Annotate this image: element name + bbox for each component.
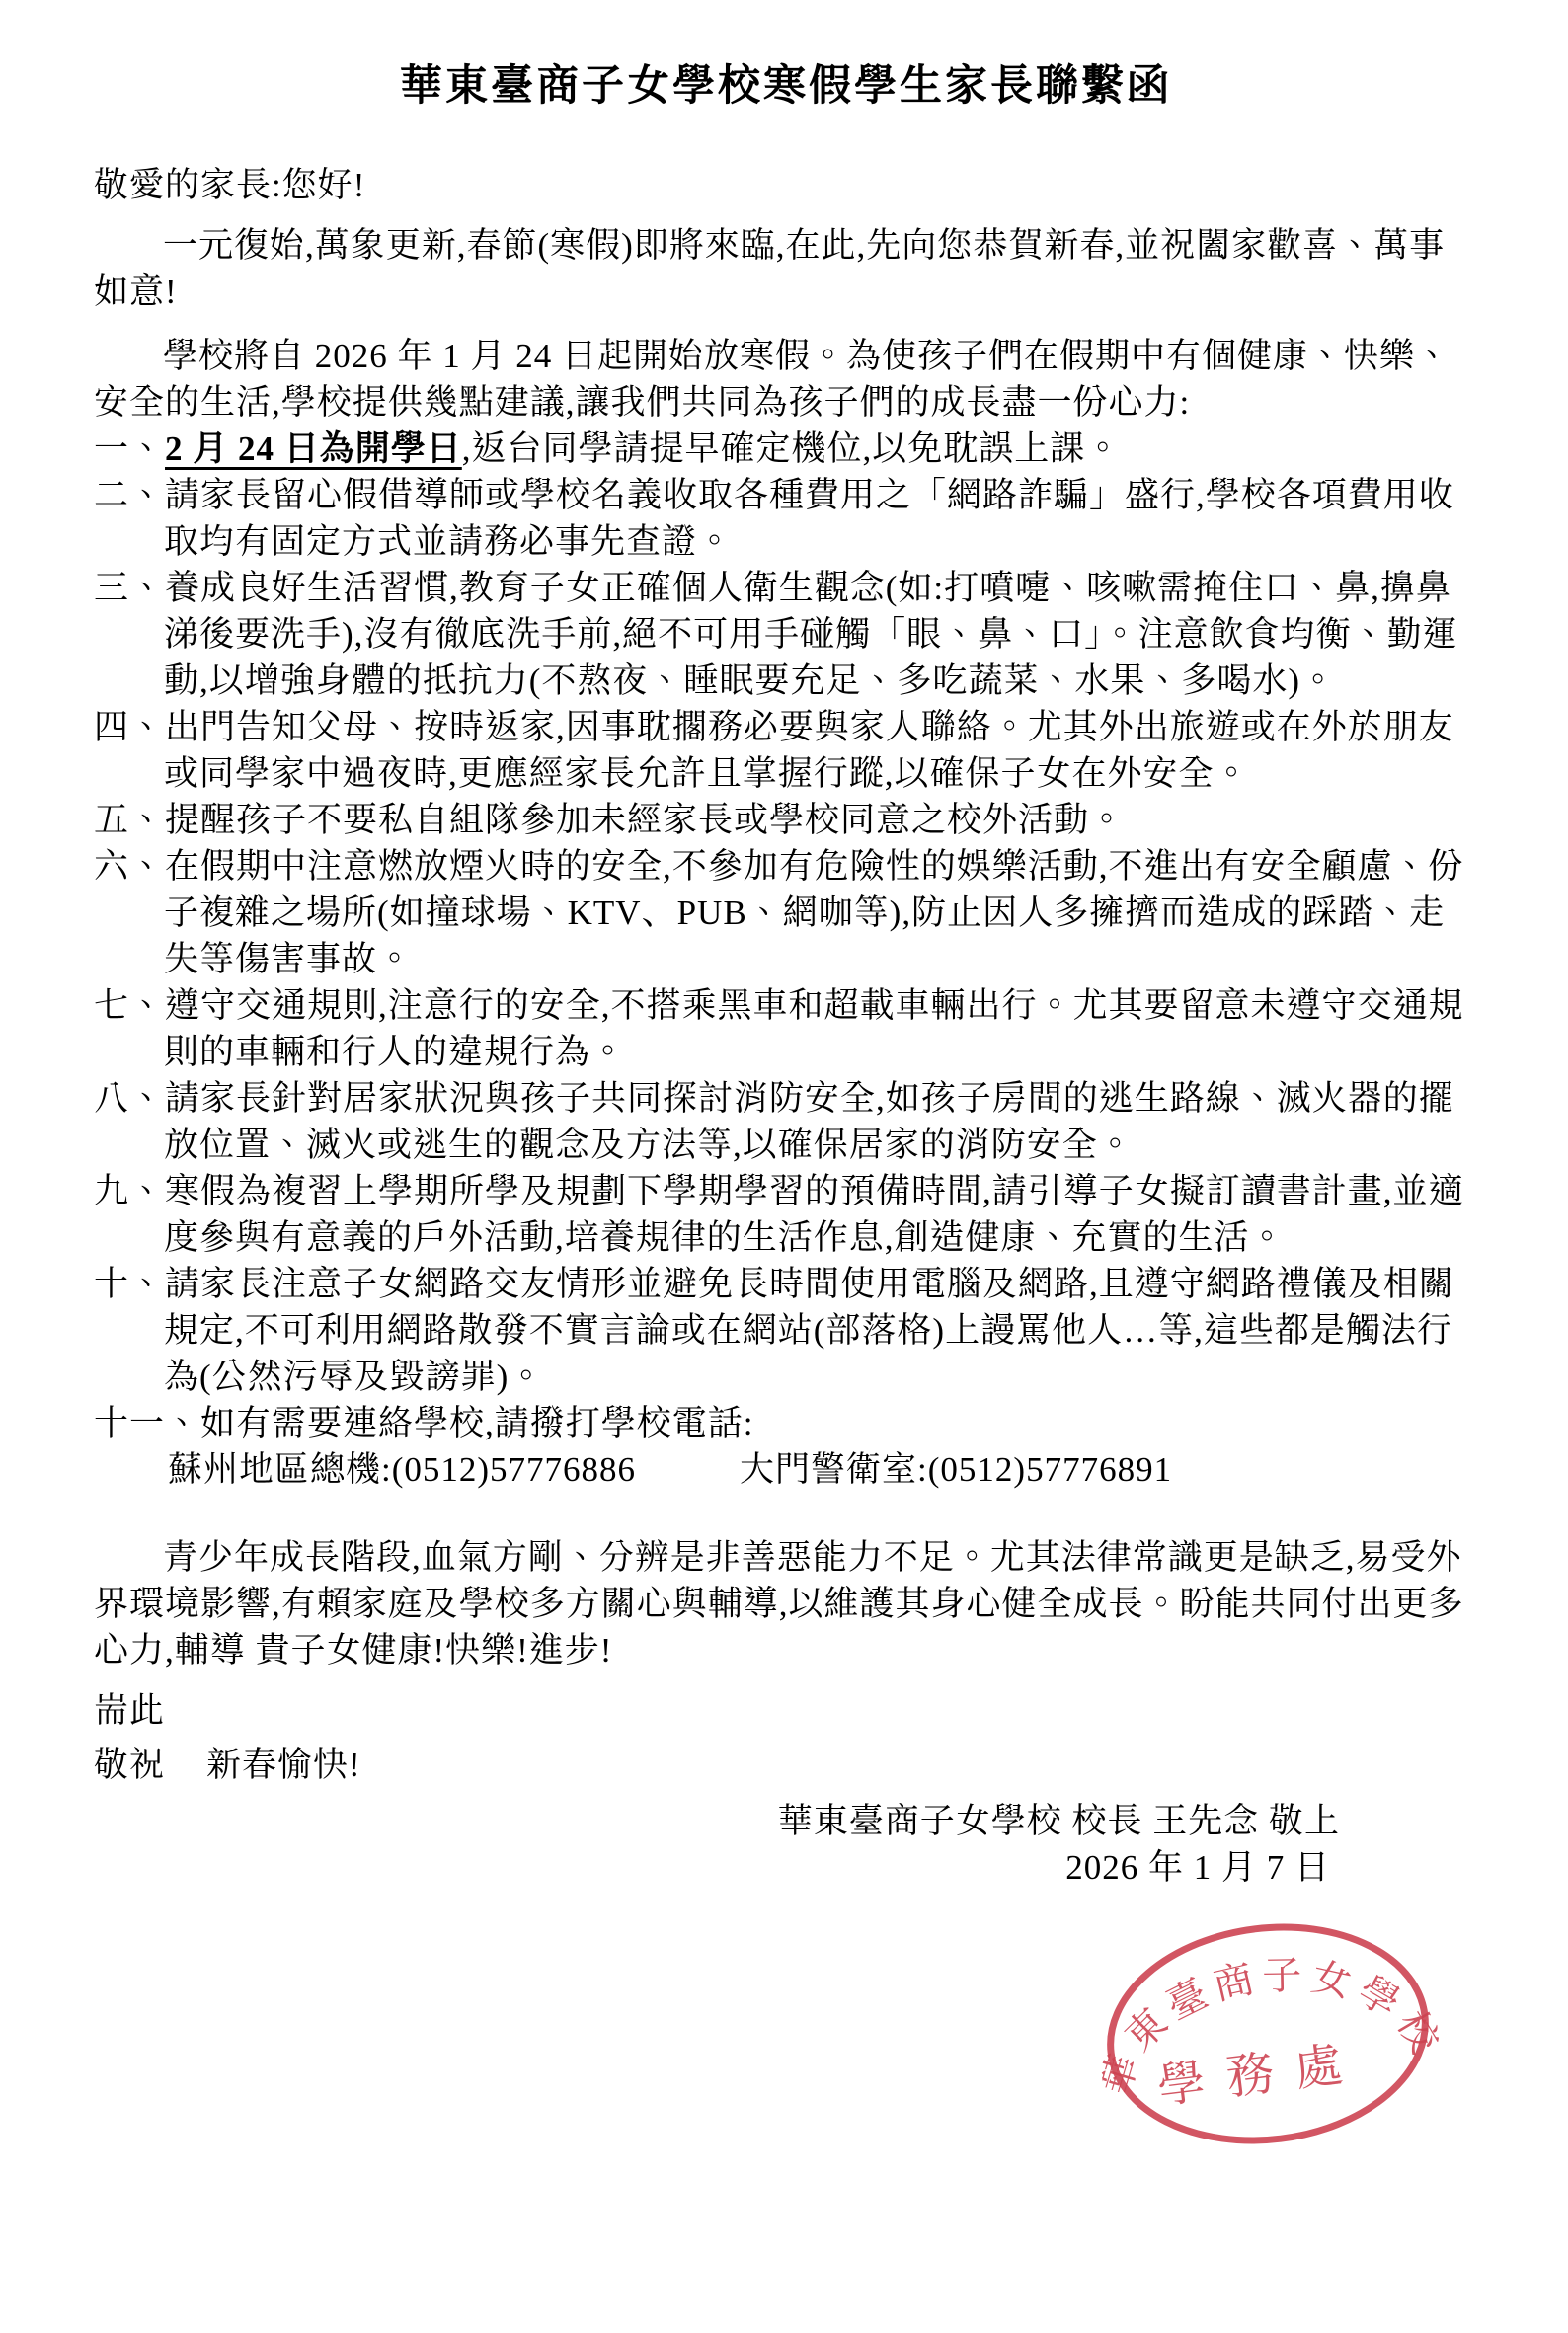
signature-line: 華東臺商子女學校 校長 王先念 敬上 <box>777 1802 1340 1840</box>
item-text: 寒假為複習上學期所學及規劃下學期學習的預備時間,請引導子女擬訂讀書計畫,並適度參與有意義的戶外活動,培養規律的生活作息,創造健康、充實的生活。 <box>164 1172 1464 1257</box>
item-number: 十一、 <box>94 1404 201 1442</box>
list-item <box>94 565 1478 704</box>
list-item <box>94 472 1478 565</box>
phone-gate: 大門警衛室:(0512)57776891 <box>740 1450 1173 1489</box>
list-item <box>94 1075 1478 1168</box>
stamp-center-text: 學務處 <box>1154 2036 1368 2114</box>
item-text: 請家長針對居家狀況與孩子共同探討消防安全,如孩子房間的逃生路線、滅火器的擺放位置、滅火或逃生的觀念及方法等,以確保居家的消防安全。 <box>164 1079 1454 1164</box>
item-text: 養成良好生活習慣,教育子女正確個人衛生觀念(如:打噴嚏、咳嗽需掩住口、鼻,擤鼻涕後要洗手),沒有徹底洗手前,絕不可用手碰觸「眼、鼻、口」。注意飲食均衡、勤運動,以增強身體的抵抗力(不熬夜、睡眠要充足、多吃蔬菜、水果、多喝水)。 <box>164 569 1458 700</box>
intro-paragraph-1: 一元復始,萬象更新,春節(寒假)即將來臨,在此,先向您恭賀新春,並祝闔家歡喜、萬事如意! <box>94 226 1446 311</box>
closing-word: 耑此 <box>94 1691 166 1730</box>
closing-paragraph: 青少年成長階段,血氣方剛、分辨是非善惡能力不足。尤其法律常識更是缺乏,易受外界環境影響,有賴家庭及學校多方關心與輔導,以維護其身心健全成長。盼能共同付出更多心力,輔導 貴子女健康!快樂!進步! <box>94 1538 1464 1670</box>
stamp-arc-text: 華東臺商子女學校 <box>1092 1953 1451 2101</box>
item-number: 四、 <box>94 708 166 746</box>
letter-body <box>94 57 1478 1891</box>
phone-numbers-line <box>168 1446 1478 1493</box>
list-item <box>94 426 1478 472</box>
list-item <box>94 704 1478 797</box>
item-text: 出門告知父母、按時返家,因事耽擱務必要與家人聯絡。尤其外出旅遊或在外於朋友或同學家中過夜時,更應經家長允許且掌握行蹤,以確保子女在外安全。 <box>164 708 1454 793</box>
page-title: 華東臺商子女學校寒假學生家長聯繫函 <box>400 63 1172 110</box>
intro-paragraph-2: 學校將自 2026 年 1 月 24 日起開始放寒假。為使孩子們在假期中有個健康、快樂、安全的生活,學校提供幾點建議,讓我們共同為孩子們的成長盡一份心力: <box>94 337 1451 422</box>
closing-wish: 新春愉快! <box>206 1746 361 1784</box>
salutation: 敬愛的家長:您好! <box>94 166 366 204</box>
school-stamp <box>1084 1894 1450 2174</box>
phone-switchboard: 蘇州地區總機:(0512)57776886 <box>168 1450 637 1489</box>
item-text: ,返台同學請提早確定機位,以免耽誤上課。 <box>461 429 1122 468</box>
item-text: 提醒孩子不要私自組隊參加未經家長或學校同意之校外活動。 <box>165 801 1126 839</box>
school-opening-date-highlight: 2 月 24 日為開學日 <box>165 429 462 468</box>
item-number: 一、 <box>94 429 166 468</box>
closing-wish-line <box>94 1742 1478 1788</box>
item-number: 三、 <box>94 569 166 607</box>
item-text: 請家長留心假借導師或學校名義收取各種費用之「網路詐騙」盛行,學校各項費用收取均有固定方式並請務必事先查證。 <box>164 476 1454 561</box>
item-text: 遵守交通規則,注意行的安全,不搭乘黑車和超載車輛出行。尤其要留意未遵守交通規則的車輛和行人的違規行為。 <box>164 986 1464 1071</box>
item-text: 在假期中注意燃放煙火時的安全,不參加有危險性的娛樂活動,不進出有安全顧慮、份子複雜之場所(如撞球場、KTV、PUB、網咖等),防止因人多擁擠而造成的踩踏、走失等傷害事故。 <box>164 847 1464 978</box>
advice-list <box>94 426 1478 1493</box>
item-text: 如有需要連絡學校,請撥打學校電話: <box>200 1404 754 1442</box>
list-item <box>94 1261 1478 1400</box>
date-line: 2026 年 1 月 7 日 <box>1065 1848 1330 1887</box>
item-text: 請家長注意子女網路交友情形並避免長時間使用電腦及網路,且遵守網路禮儀及相關規定,不可利用網路散發不實言論或在網站(部落格)上謾罵他人…等,這些都是觸法行為(公然污辱及毀謗罪)。 <box>164 1265 1454 1396</box>
closing-salute: 敬祝 <box>94 1746 166 1784</box>
list-item <box>94 1400 1478 1446</box>
list-item <box>94 843 1478 982</box>
item-number: 十、 <box>94 1265 166 1303</box>
item-number: 八、 <box>94 1079 166 1118</box>
item-number: 五、 <box>94 801 166 839</box>
item-number: 二、 <box>94 476 166 514</box>
list-item <box>94 1168 1478 1261</box>
item-number: 九、 <box>94 1172 166 1210</box>
list-item <box>94 797 1478 843</box>
list-item <box>94 982 1478 1075</box>
item-number: 七、 <box>94 986 166 1025</box>
item-number: 六、 <box>94 847 166 886</box>
